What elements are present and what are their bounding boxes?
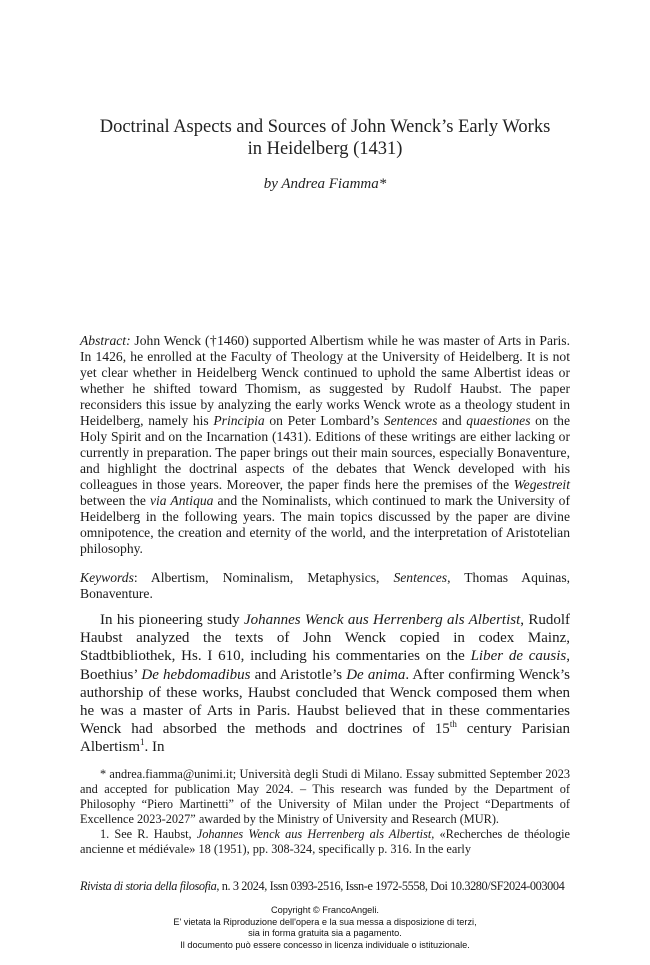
- copyright-notice: [0, 905, 650, 951]
- footnote-1: [80, 827, 570, 857]
- copyright-line-1: Copyright © FrancoAngeli.: [271, 905, 379, 915]
- body-text: century Parisian Albertism: [80, 721, 570, 756]
- body-text: . In: [144, 739, 165, 756]
- abstract-text: between the: [80, 493, 150, 508]
- footnote-italic: Johannes Wenck aus Herrenberg als Albertist: [196, 827, 432, 841]
- keywords-text: : Albertism, Nominalism, Metaphysics,: [133, 570, 394, 585]
- abstract: [80, 333, 570, 557]
- body-paragraph: [80, 611, 570, 757]
- body-italic: De anima: [346, 666, 406, 683]
- abstract-italic: Sentences: [383, 413, 438, 428]
- abstract-text: on the Holy Spirit and on the Incarnation (1431). Editions of these writings are either lacking or currently in preparation. The paper brings out their main sources, especially Bonaventure, and highlight the doctrinal aspects of the debates that Wenck developed with his colleagues in those years. Moreover, the paper finds here the premises of the: [80, 413, 570, 492]
- body-text: . After confirming Wenck’s authorship of these works, Haubst concluded that Wenck composed them when he was a master of Arts in Paris. Haubst believed that in these commentaries Wenck had absorbed the methods and doctrines of 15: [80, 666, 570, 738]
- footnote-star: * andrea.fiamma@unimi.it; Università degli Studi di Milano. Essay submitted September 2023 and accepted for publication May 2024. – This research was funded by the Department of Philosophy “Piero Martinetti” of the University of Milan under the Project “Departments of Excellence 2023-2027” awarded by the Ministry of University and Research (MUR).: [80, 767, 570, 826]
- journal-name: Rivista di storia della filosofia: [80, 879, 217, 893]
- footnote-text: 1. See R. Haubst,: [100, 827, 197, 841]
- copyright-line-2: E' vietata la Riproduzione dell'opera e la sua messa a disposizione di terzi,: [173, 916, 477, 927]
- author-byline: by Andrea Fiamma*: [263, 176, 387, 192]
- body-text: and Aristotle’s: [250, 666, 347, 683]
- footnote-ref[interactable]: 1: [140, 737, 145, 748]
- keywords: [80, 570, 570, 602]
- footnotes: [80, 767, 570, 857]
- body-italic: Liber de causis: [470, 648, 567, 665]
- body-text: In his pioneering study: [100, 612, 244, 628]
- abstract-text: and the Nominalists, which continued to mark the University of Heidelberg in the following years. The main topics discussed by the paper are divine omnipotence, the creation and eternity of the world, and the interpretation of Aristotelian philosophy.: [80, 493, 570, 556]
- body-italic: De hebdomadibus: [141, 666, 251, 683]
- title-line-2: in Heidelberg (1431): [247, 139, 403, 159]
- keywords-label: Keywords: [80, 570, 134, 585]
- body-text: , Boethius’: [80, 648, 570, 683]
- journal-citation: [80, 879, 570, 894]
- abstract-italic: Wegestreit: [513, 477, 570, 492]
- journal-details: , n. 3 2024, Issn 0393-2516, Issn-e 1972-5558, Doi 10.3280/SF2024-003004: [216, 879, 565, 893]
- footnote-text: , «Recherches de théologie ancienne et médiévale» 18 (1951), pp. 308-324, specifically p. 316. In the early: [80, 827, 570, 856]
- abstract-italic: via Antiqua: [150, 493, 214, 508]
- abstract-text: on Peter Lombard’s: [264, 413, 384, 428]
- abstract-text: John Wenck (†1460) supported Albertism while he was master of Arts in Paris. In 1426, he enrolled at the Faculty of Theology at the University of Heidelberg. It is not yet clear whether in Heidelberg Wenck continued to uphold the same Albertist ideas or whether he shifted toward Thomism, as suggested by Rudolf Haubst. The paper reconsiders this issue by analyzing the early works Wenck wrote as a theology student in Heidelberg, namely his: [80, 333, 570, 428]
- title-line-1: Doctrinal Aspects and Sources of John Wenck’s Early Works: [99, 117, 551, 137]
- copyright-line-3: sia in forma gratuita sia a pagamento.: [248, 928, 402, 939]
- abstract-label: Abstract:: [80, 333, 131, 348]
- body-text: , Rudolf Haubst analyzed the texts of John Wenck copied in codex Mainz, Stadtbibliothek, Hs. I 610, including his commentaries on the: [80, 612, 571, 665]
- copyright-line-4: Il documento può essere concesso in licenza individuale o istituzionale.: [180, 939, 470, 950]
- keywords-text: , Thomas Aquinas, Bonaventure.: [80, 570, 571, 601]
- abstract-text: and: [437, 413, 467, 428]
- keywords-italic: Sentences: [393, 570, 448, 585]
- paper-title: [80, 116, 570, 160]
- abstract-italic: Principia: [213, 413, 265, 428]
- abstract-italic: quaestiones: [466, 413, 531, 428]
- superscript: th: [449, 719, 457, 730]
- body-italic: Johannes Wenck aus Herrenberg als Albertist: [243, 612, 521, 628]
